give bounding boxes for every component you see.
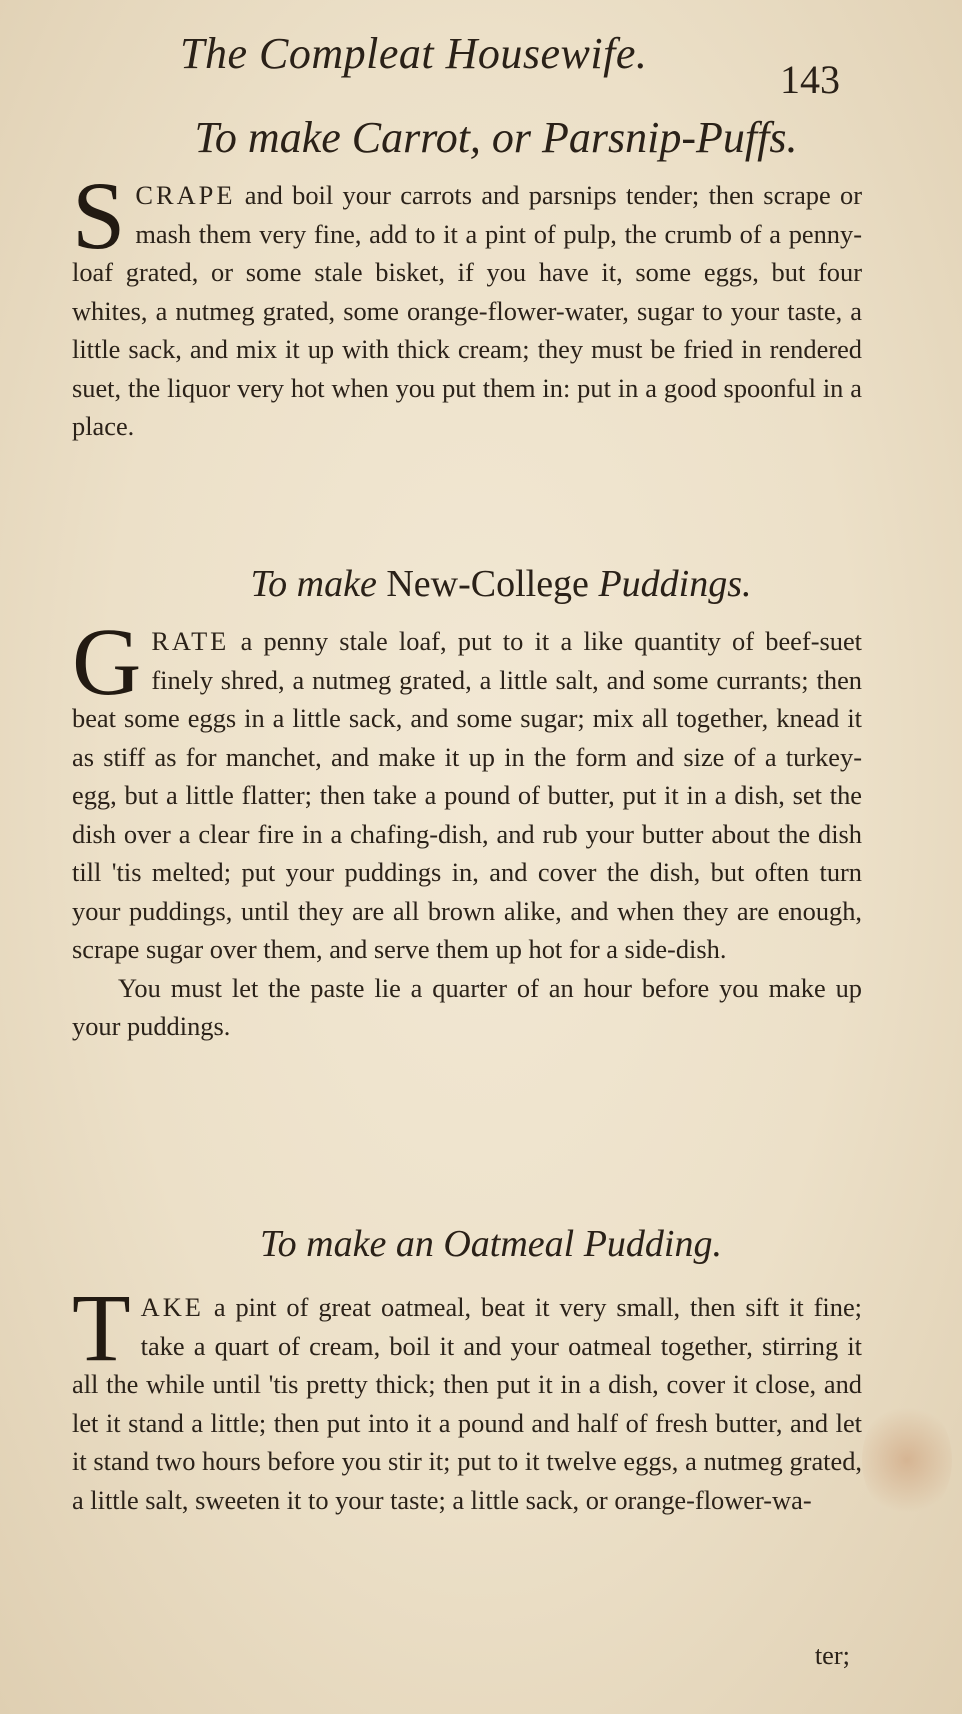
paper-stain: [862, 1400, 952, 1520]
recipe-body: [72, 1274, 862, 1519]
recipe-text: and boil your carrots and parsnips tender; then scrape or mash them very fine, add to it a pint of pulp, the crumb of a penny-loaf grated, or some stale bisket, if you have it, some eggs, but four whites, a nutmeg grated, some orange-flower-water, sugar to your taste, a little sack, and mix it up with thick cream; they must be fried in rendered suet, the liquor very hot when you put them in: put in a good spoonful in a place.: [72, 180, 862, 441]
recipe-title-suffix: Puddings.: [598, 563, 752, 605]
first-word: RATE: [151, 626, 230, 656]
recipe-title-oatmeal-pudding: [0, 1222, 962, 1266]
drop-cap: S: [72, 162, 126, 269]
recipe-title-new-college-puddings: [0, 562, 962, 606]
recipe-title-text: To make an Oatmeal Pudding.: [260, 1223, 722, 1265]
recipe-body: [72, 162, 862, 446]
drop-cap: G: [72, 608, 142, 715]
recipe-new-college-puddings: [72, 608, 862, 1046]
running-title: The Compleat Housewife.: [180, 29, 648, 78]
page-number: 143: [780, 57, 840, 102]
first-word: CRAPE: [135, 180, 236, 210]
first-word: AKE: [140, 1292, 204, 1322]
recipe-title-prefix: To make: [250, 563, 377, 605]
recipe-title-carrot-puffs: [0, 112, 962, 163]
recipe-text: a penny stale loaf, put to it a like quantity of beef-suet finely shred, a nutmeg grated, a little salt, and some currants; then beat some eggs in a little sack, and some sugar; mix all together, knead it as stiff as for manchet, and make it up in the form and size of a turkey-egg, but a little flatter; then take a pound of butter, put it in a dish, set the dish over a clear fire in a chafing-dish, and rub your butter about the dish till 'tis melted; put your puddings in, and cover the dish, but often turn your puddings, until they are all brown alike, and when they are enough, scrape sugar over them, and serve them up hot for a side-dish.: [72, 626, 862, 964]
drop-cap: T: [72, 1274, 131, 1381]
catchword: ter;: [814, 1640, 850, 1670]
recipe-body: [72, 608, 862, 969]
recipe-text: a pint of great oatmeal, beat it very small, then sift it fine; take a quart of cream, boil it and your oatmeal together, stirring it all the while until 'tis pretty thick; then put it in a dish, cover it close, and let it stand a little; then put into it a pound and half of fresh butter, and let it stand two hours before you stir it; put to it twelve eggs, a nutmeg grated, a little salt, sweeten it to your taste; a little sack, or orange-flower-wa-: [72, 1292, 862, 1515]
recipe-note: You must let the paste lie a quarter of an hour before you make up your puddings.: [72, 972, 862, 1041]
recipe-carrot-puffs: [72, 162, 862, 446]
recipe-title-text: To make Carrot, or Parsnip-Puffs.: [194, 113, 798, 162]
recipe-oatmeal-pudding: [72, 1274, 862, 1519]
recipe-title-roman: New-College: [386, 563, 589, 605]
